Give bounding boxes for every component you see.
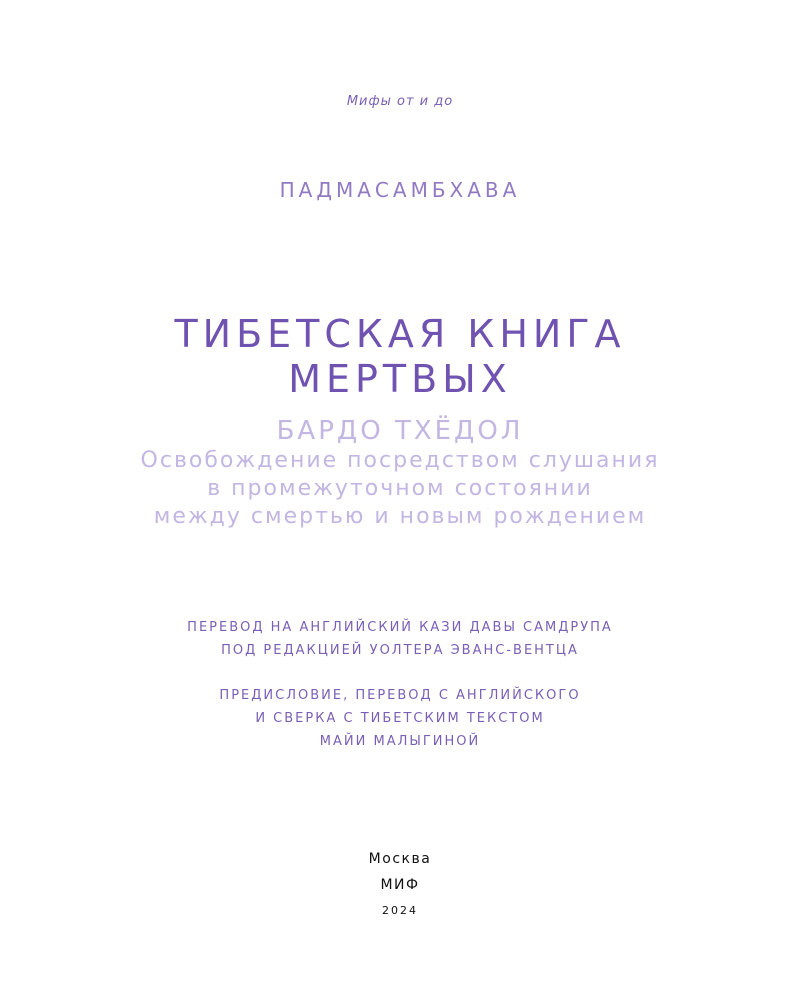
book-title-line-1: ТИБЕТСКАЯ КНИГА <box>174 312 626 356</box>
translation-credit <box>0 616 800 662</box>
subtitle-main: БАРДО ТХЁДОЛ <box>276 416 524 446</box>
book-subtitle <box>0 415 800 531</box>
preface-credit-line-1: ПРЕДИСЛОВИЕ, ПЕРЕВОД С АНГЛИЙСКОГО <box>219 688 581 703</box>
series-name: Мифы от и до <box>346 94 454 109</box>
preface-credit <box>0 684 800 753</box>
subtitle-line-1: Освобождение посредством слушания <box>140 448 660 473</box>
preface-credit-line-3: МАЙИ МАЛЫГИНОЙ <box>319 734 481 749</box>
author-name: ПАДМАСАМБХАВА <box>279 178 521 202</box>
preface-credit-line-2: И СВЕРКА С ТИБЕТСКИМ ТЕКСТОМ <box>255 711 545 726</box>
translation-credit-line-1: ПЕРЕВОД НА АНГЛИЙСКИЙ КАЗИ ДАВЫ САМДРУПА <box>187 620 613 635</box>
subtitle-line-2: в промежуточном состоянии <box>207 476 593 501</box>
publisher-name: МИФ <box>380 877 420 893</box>
subtitle-line-3: между смертью и новым рождением <box>153 504 647 529</box>
publication-year: 2024 <box>382 904 418 917</box>
translation-credit-line-2: ПОД РЕДАКЦИЕЙ УОЛТЕРА ЭВАНС-ВЕНТЦА <box>221 643 579 658</box>
book-title <box>0 312 800 402</box>
publisher-city: Москва <box>368 851 432 867</box>
book-title-line-2: МЕРТВЫХ <box>288 357 512 401</box>
publisher-info <box>0 846 800 924</box>
